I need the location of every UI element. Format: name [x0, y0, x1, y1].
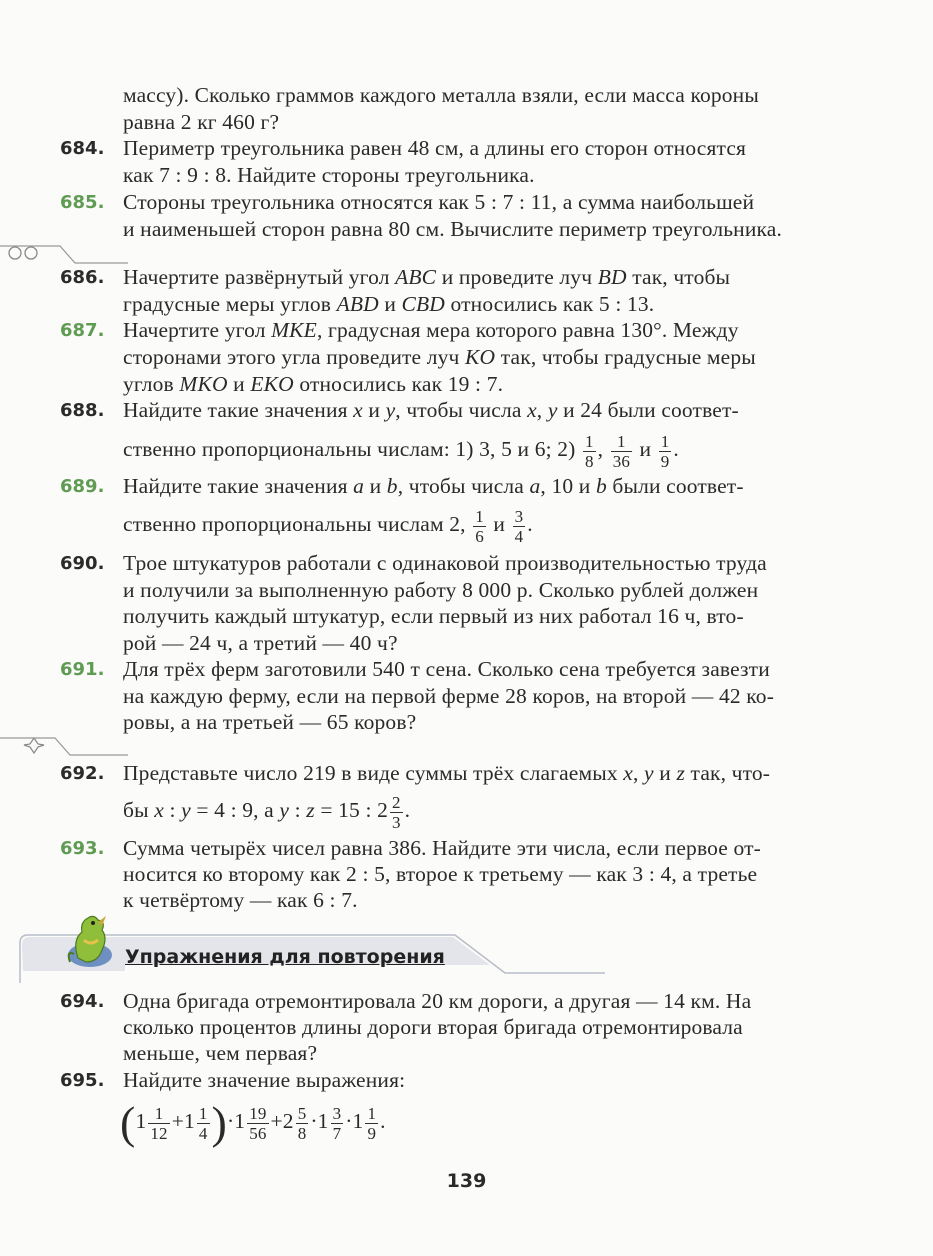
problem-694-line3: меньше, чем первая? — [123, 1041, 318, 1065]
problem-687-line3: углов MKO и EKO относились как 19 : 7. — [123, 372, 504, 396]
problem-684-line1: Периметр треугольника равен 48 см, а длины его сторон относятся — [123, 136, 747, 160]
dragon-icon — [60, 910, 122, 972]
diamond-star-marker-icon — [0, 730, 130, 760]
problem-685-line2: и наименьшей сторон равна 80 см. Вычислите периметр треугольника. — [123, 217, 782, 241]
section-title: Упражнения для повторения — [125, 946, 445, 968]
problem-694-number: 694. — [60, 991, 105, 1012]
problem-695-number: 695. — [60, 1070, 105, 1091]
problem-689-number: 689. — [60, 476, 105, 497]
problem-684-line2: как 7 : 9 : 8. Найдите стороны треугольника. — [123, 163, 535, 187]
problem-687-line2: сторонами этого угла проведите луч KO так, чтобы градусные меры — [123, 345, 756, 369]
problem-693-line3: к четвёртому — как 6 : 7. — [123, 888, 358, 912]
problem-695-line1: Найдите значение выражения: — [123, 1068, 406, 1092]
problem-687-number: 687. — [60, 320, 105, 341]
problem-690-number: 690. — [60, 553, 105, 574]
problem-689-line2: ственно пропорциональны числам 2, $\frac{1}{6}$ и $\frac{3}{4}$ . — [123, 506, 533, 546]
problem-683-line1: массу). Сколько граммов каждого металла взяли, если масса короны — [123, 83, 759, 107]
problem-688-number: 688. — [60, 400, 105, 421]
problem-691-line1: Для трёх ферм заготовили 540 т сена. Сколько сена требуется завезти — [123, 657, 770, 681]
problem-692-number: 692. — [60, 763, 105, 784]
problem-686-line2: градусные меры углов ABD и CBD относились как 5 : 13. — [123, 292, 655, 316]
problem-694-line2: сколько процентов длины дороги вторая бригада отремонтировала — [123, 1015, 743, 1039]
problem-687-line1: Начертите угол MKE, градусная мера которого равна 130°. Между — [123, 318, 739, 342]
problem-690-line2: и получили за выполненную работу 8 000 р. Сколько рублей должен — [123, 578, 759, 602]
problem-688-line1: Найдите такие значения x и y, чтобы числа x, y и 24 были соответ- — [123, 398, 739, 422]
problem-691-number: 691. — [60, 659, 105, 680]
fraction: $\frac{2}{3}$ — [392, 792, 401, 832]
problem-690-line4: рой — 24 ч, а третий — 40 ч? — [123, 631, 398, 655]
problem-693-number: 693. — [60, 838, 105, 859]
problem-693-line2: носится ко второму как 2 : 5, второе к третьему — как 3 : 4, а третье — [123, 862, 758, 886]
page-number: 139 — [446, 1170, 487, 1192]
fraction: $\frac{1}{8}$ — [584, 431, 594, 471]
problem-686-line1: Начертите развёрнутый угол ABC и проведите луч BD так, чтобы — [123, 265, 731, 289]
problem-683-line2: равна 2 кг 460 г? — [123, 110, 280, 134]
problem-685-number: 685. — [60, 192, 105, 213]
problem-685-line1: Стороны треугольника относятся как 5 : 7 : 11, а сумма наибольшей — [123, 190, 755, 214]
fraction: $\frac{1}{36}$ — [612, 431, 631, 471]
problem-695-expression: (1 $\frac{1}{12}$ +1 $\frac{1}{4}$ )·1 $\frac{19}{56}$ +2 $\frac{5}{8}$ ·1 $\frac{3}{7}$ ·1 $\frac{1}{9}$ . — [120, 1097, 386, 1149]
problem-692-line1: Представьте число 219 в виде суммы трёх слагаемых x, y и z так, что- — [123, 761, 771, 785]
problem-690-line1: Трое штукатуров работали с одинаковой производительностью труда — [123, 551, 767, 575]
problem-694-line1: Одна бригада отремонтировала 20 км дороги, а другая — 14 км. На — [123, 989, 752, 1013]
problem-692-line2: бы x : y = 4 : 9, а y : z = 15 : 2 $\frac{2}{3}$ . — [123, 792, 411, 832]
fraction: $\frac{1}{9}$ — [660, 431, 670, 471]
problem-690-line3: получить каждый штукатур, если первый из них работал 16 ч, вто- — [123, 604, 744, 628]
fraction: $\frac{1}{6}$ — [475, 506, 484, 546]
problem-691-line2: на каждую ферму, если на первой ферме 28 коров, на второй — 42 ко- — [123, 684, 775, 708]
problem-691-line3: ровы, а на третьей — 65 коров? — [123, 710, 417, 734]
problem-688-line2: ственно пропорциональны числам: 1) 3, 5 и 6; 2) $\frac{1}{8}$ , $\frac{1}{36}$ и $\frac{1}{9}$ . — [123, 431, 679, 471]
problem-689-line1: Найдите такие значения a и b, чтобы числа a, 10 и b были соответ- — [123, 474, 744, 498]
problem-693-line1: Сумма четырёх чисел равна 386. Найдите эти числа, если первое от- — [123, 836, 761, 860]
problem-686-number: 686. — [60, 267, 105, 288]
problem-684-number: 684. — [60, 138, 105, 159]
fraction: $\frac{3}{4}$ — [514, 506, 524, 546]
